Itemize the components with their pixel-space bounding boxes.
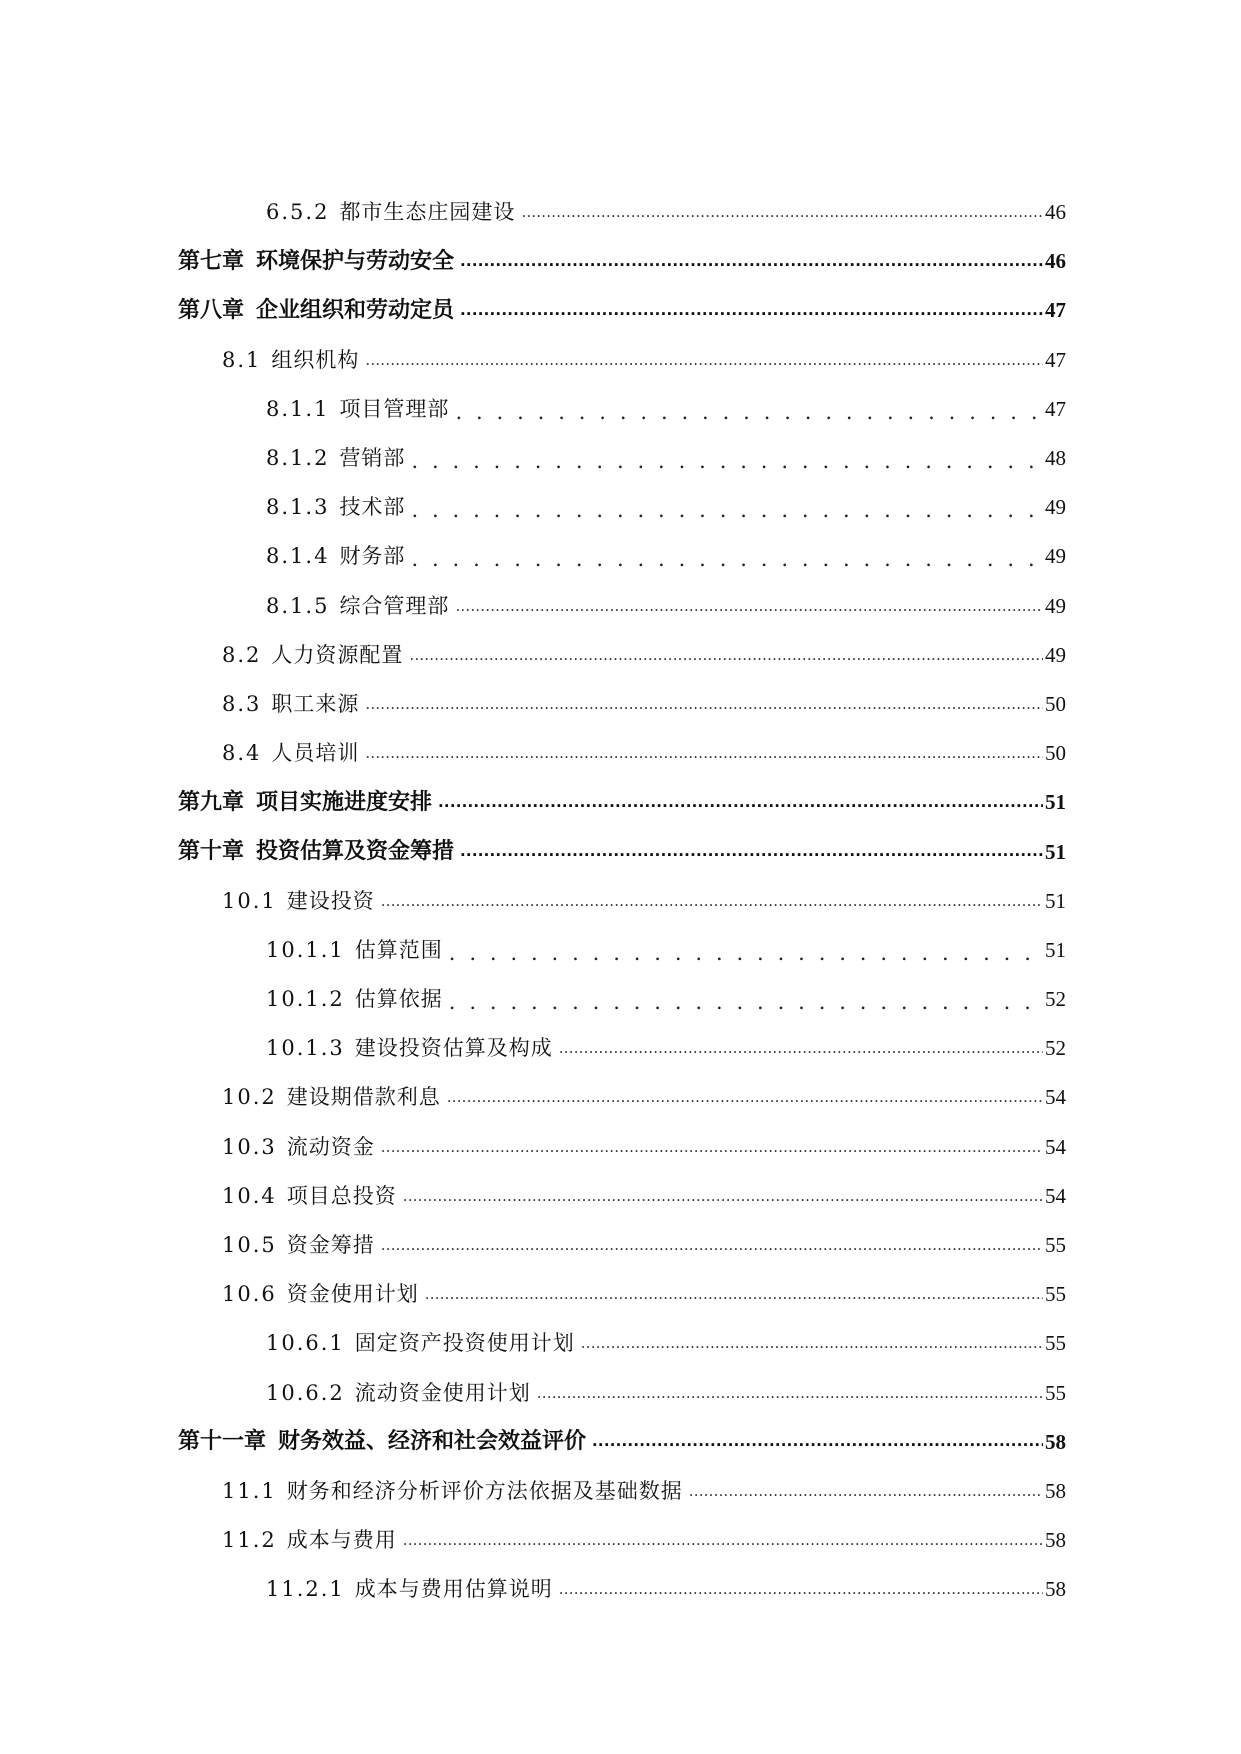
- toc-entry-number: 10.6.1: [266, 1331, 345, 1356]
- toc-entry-number: 8.4: [222, 741, 262, 766]
- toc-entry-title: 组织机构: [271, 347, 360, 372]
- toc-dot-leader: [409, 648, 1043, 669]
- toc-page-number: 58: [1045, 1478, 1066, 1503]
- toc-entry[interactable]: [0, 1221, 1066, 1270]
- toc-dot-leader: [365, 353, 1043, 374]
- toc-page-number: 51: [1045, 937, 1066, 962]
- toc-dot-leader: [438, 795, 1043, 817]
- toc-page-number: 54: [1045, 1183, 1066, 1208]
- toc-entry-title: 环境保护与劳动安全: [256, 248, 455, 274]
- toc-entry-title: 成本与费用估算说明: [354, 1577, 553, 1602]
- toc-dot-leader: [381, 1140, 1043, 1161]
- toc-entry-title: 项目总投资: [286, 1183, 397, 1208]
- toc-entry[interactable]: [0, 1024, 1066, 1073]
- toc-entry-title: 固定资产投资使用计划: [354, 1331, 575, 1356]
- toc-page-number: 49: [1045, 544, 1066, 569]
- toc-entry[interactable]: [0, 680, 1066, 729]
- toc-entry-title: 人员培训: [271, 741, 360, 766]
- toc-page-number: 49: [1045, 593, 1066, 618]
- toc-page-number: 49: [1045, 495, 1066, 520]
- toc-dot-leader: [460, 303, 1043, 325]
- toc-entry[interactable]: [0, 778, 1066, 827]
- toc-entry[interactable]: [0, 582, 1066, 631]
- toc-page-number: 49: [1045, 642, 1066, 667]
- toc-dot-leader: [689, 1484, 1043, 1505]
- toc-page-number: 52: [1045, 987, 1066, 1012]
- toc-dot-leader: [381, 894, 1043, 915]
- toc-entry-number: 8.3: [222, 691, 262, 716]
- toc-dot-leader: [460, 844, 1043, 866]
- toc-entry-number: 10.1.3: [266, 1036, 345, 1061]
- toc-entry-title: 企业组织和劳动定员: [256, 297, 455, 323]
- toc-entry-title: 财务和经济分析评价方法依据及基础数据: [286, 1478, 683, 1503]
- toc-entry-number: 11.1: [222, 1478, 277, 1503]
- toc-dot-leader: [449, 943, 1043, 964]
- toc-entry-title: 综合管理部: [339, 593, 450, 618]
- toc-entry[interactable]: [0, 1369, 1066, 1418]
- toc-entry-title: 建设期借款利息: [286, 1085, 441, 1110]
- toc-entry-number: 10.2: [222, 1085, 277, 1110]
- toc-entry[interactable]: [0, 483, 1066, 532]
- toc-entry-title: 财务效益、经济和社会效益评价: [278, 1429, 587, 1455]
- toc-entry-title: 营销部: [339, 446, 406, 471]
- toc-dot-leader: [447, 1090, 1043, 1111]
- toc-entry-number: 第八章: [178, 297, 245, 323]
- toc-dot-leader: [521, 205, 1043, 226]
- toc-entry-number: 10.6: [222, 1282, 277, 1307]
- toc-entry-title: 人力资源配置: [271, 642, 404, 667]
- toc-entry-title: 职工来源: [271, 691, 360, 716]
- toc-page-number: 54: [1045, 1085, 1066, 1110]
- toc-dot-leader: [411, 549, 1043, 570]
- toc-dot-leader: [559, 1582, 1043, 1603]
- toc-entry-title: 估算范围: [354, 937, 443, 962]
- toc-entry-title: 流动资金使用计划: [354, 1380, 531, 1405]
- toc-entry-number: 8.1.4: [266, 544, 330, 569]
- toc-entry-number: 8.1.5: [266, 593, 330, 618]
- toc-dot-leader: [455, 402, 1043, 423]
- toc-entry-number: 8.1.1: [266, 396, 330, 421]
- toc-entry-number: 10.1.1: [266, 937, 345, 962]
- toc-entry[interactable]: [0, 1270, 1066, 1319]
- toc-page-number: 55: [1045, 1331, 1066, 1356]
- toc-page-number: 46: [1045, 200, 1066, 225]
- toc-entry[interactable]: [0, 286, 1066, 335]
- toc-dot-leader: [592, 1434, 1043, 1456]
- toc-entry[interactable]: [0, 926, 1066, 975]
- toc-entry[interactable]: [0, 1073, 1066, 1122]
- toc-page-number: 51: [1045, 888, 1066, 913]
- toc-entry-title: 资金使用计划: [286, 1282, 419, 1307]
- toc-page-number: 47: [1045, 396, 1066, 421]
- toc-entry-title: 建设投资: [286, 888, 375, 913]
- toc-page-number: 55: [1045, 1233, 1066, 1258]
- toc-entry-number: 第十章: [178, 839, 245, 865]
- toc-entry[interactable]: [0, 1123, 1066, 1172]
- toc-dot-leader: [455, 599, 1043, 620]
- toc-entry[interactable]: [0, 1418, 1066, 1467]
- toc-entry-title: 财务部: [339, 544, 406, 569]
- toc-page-number: 50: [1045, 691, 1066, 716]
- toc-entry-number: 8.1: [222, 347, 262, 372]
- toc-entry[interactable]: [0, 975, 1066, 1024]
- toc-entry-number: 11.2: [222, 1528, 277, 1553]
- toc-entry[interactable]: [0, 532, 1066, 581]
- toc-page-number: 51: [1045, 790, 1066, 815]
- toc-entry-number: 10.6.2: [266, 1380, 345, 1405]
- toc-entry-number: 6.5.2: [266, 200, 330, 225]
- toc-entry-title: 项目实施进度安排: [256, 789, 433, 815]
- toc-entry-title: 都市生态庄园建设: [339, 200, 516, 225]
- toc-entry-title: 投资估算及资金筹措: [256, 839, 455, 865]
- toc-entry[interactable]: [0, 1516, 1066, 1565]
- toc-entry-number: 第十一章: [178, 1429, 267, 1455]
- toc-page-number: 52: [1045, 1036, 1066, 1061]
- table-of-contents: [0, 188, 1241, 1614]
- toc-dot-leader: [425, 1287, 1043, 1308]
- toc-page-number: 48: [1045, 446, 1066, 471]
- toc-entry[interactable]: [0, 434, 1066, 483]
- toc-entry-title: 资金筹措: [286, 1233, 375, 1258]
- toc-entry[interactable]: [0, 631, 1066, 680]
- toc-entry-number: 10.5: [222, 1233, 277, 1258]
- toc-entry-title: 建设投资估算及构成: [354, 1036, 553, 1061]
- toc-entry-number: 10.1: [222, 888, 277, 913]
- toc-dot-leader: [365, 746, 1043, 767]
- toc-entry-number: 8.1.3: [266, 495, 330, 520]
- toc-page-number: 47: [1045, 298, 1066, 323]
- toc-entry-title: 估算依据: [354, 987, 443, 1012]
- toc-dot-leader: [403, 1533, 1043, 1554]
- toc-entry-number: 10.3: [222, 1134, 277, 1159]
- toc-dot-leader: [411, 500, 1043, 521]
- toc-entry-number: 10.1.2: [266, 987, 345, 1012]
- toc-page-number: 47: [1045, 347, 1066, 372]
- toc-entry-title: 项目管理部: [339, 396, 450, 421]
- toc-entry[interactable]: [0, 1467, 1066, 1516]
- toc-entry-number: 第七章: [178, 248, 245, 274]
- toc-dot-leader: [449, 992, 1043, 1013]
- toc-entry-title: 技术部: [339, 495, 406, 520]
- toc-entry[interactable]: [0, 729, 1066, 778]
- toc-page-number: 46: [1045, 249, 1066, 274]
- toc-page-number: 58: [1045, 1577, 1066, 1602]
- toc-entry[interactable]: [0, 237, 1066, 286]
- toc-entry[interactable]: [0, 1319, 1066, 1368]
- toc-page-number: 54: [1045, 1134, 1066, 1159]
- toc-page-number: 58: [1045, 1429, 1066, 1454]
- toc-dot-leader: [403, 1189, 1043, 1210]
- toc-entry-number: 8.1.2: [266, 446, 330, 471]
- toc-entry[interactable]: [0, 385, 1066, 434]
- toc-dot-leader: [365, 697, 1043, 718]
- toc-entry[interactable]: [0, 1565, 1066, 1614]
- toc-entry-number: 8.2: [222, 642, 262, 667]
- toc-page-number: 55: [1045, 1380, 1066, 1405]
- toc-entry-number: 10.4: [222, 1183, 277, 1208]
- toc-dot-leader: [411, 451, 1043, 472]
- toc-entry[interactable]: [0, 827, 1066, 876]
- toc-entry[interactable]: [0, 188, 1066, 237]
- toc-entry[interactable]: [0, 877, 1066, 926]
- toc-dot-leader: [381, 1238, 1043, 1259]
- toc-entry-number: 第九章: [178, 789, 245, 815]
- toc-page-number: 50: [1045, 741, 1066, 766]
- toc-entry-title: 流动资金: [286, 1134, 375, 1159]
- toc-dot-leader: [460, 254, 1043, 276]
- toc-entry[interactable]: [0, 1172, 1066, 1221]
- toc-page-number: 58: [1045, 1528, 1066, 1553]
- toc-entry[interactable]: [0, 336, 1066, 385]
- toc-page-number: 55: [1045, 1282, 1066, 1307]
- toc-entry-title: 成本与费用: [286, 1528, 397, 1553]
- toc-dot-leader: [581, 1336, 1043, 1357]
- toc-page-number: 51: [1045, 839, 1066, 864]
- toc-entry-number: 11.2.1: [266, 1577, 345, 1602]
- toc-dot-leader: [537, 1386, 1043, 1407]
- toc-dot-leader: [559, 1041, 1043, 1062]
